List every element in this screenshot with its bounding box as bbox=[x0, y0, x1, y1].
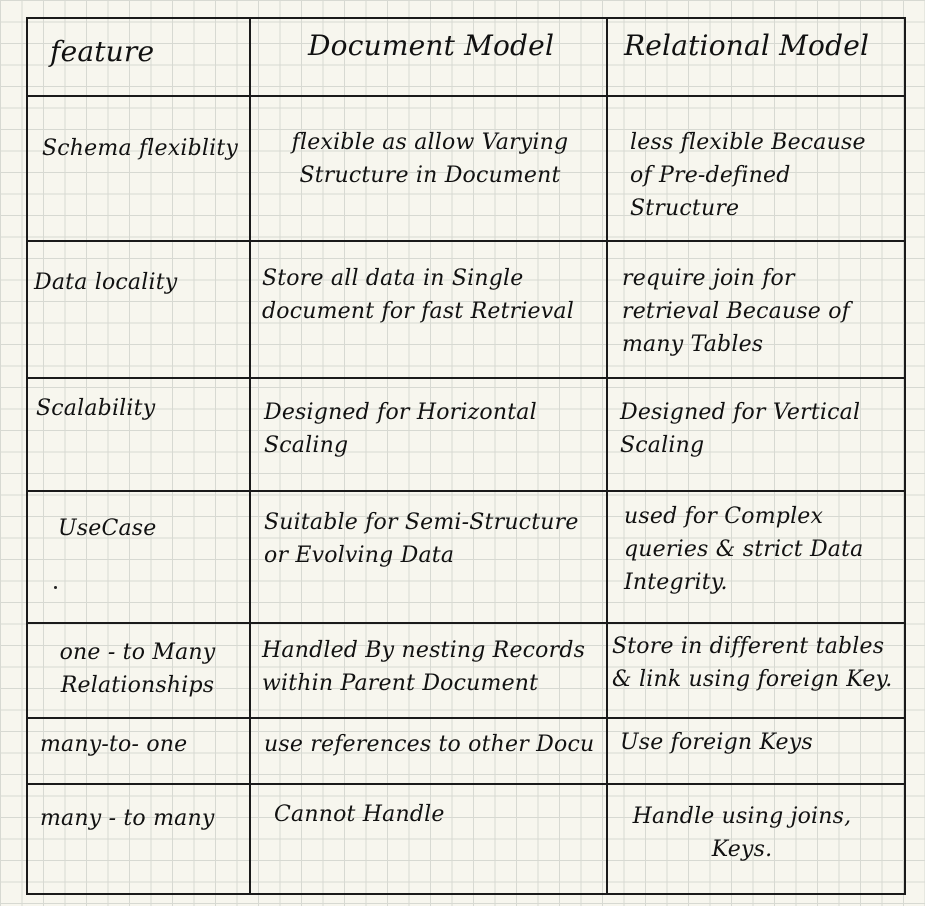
row-divider bbox=[26, 717, 906, 719]
row-many-to-many-relational: Handle using joins, Keys. bbox=[632, 804, 852, 862]
row-usecase-feature: UseCase bbox=[58, 516, 157, 541]
row-scalability-relational: Designed for Vertical Scaling bbox=[620, 400, 861, 458]
row-scalability-document: Designed for Horizontal Scaling bbox=[264, 400, 537, 458]
row-usecase-relational: used for Complex queries & strict Data Integrity. bbox=[624, 504, 864, 595]
row-data-locality-relational: require join for retrieval Because of many Tables bbox=[622, 266, 851, 357]
header-feature: feature bbox=[50, 35, 155, 68]
row-scalability-feature: Scalability bbox=[36, 396, 156, 421]
row-divider bbox=[26, 240, 906, 242]
row-divider bbox=[26, 377, 906, 379]
row-many-to-many-feature: many - to many bbox=[40, 806, 215, 831]
row-one-to-many-feature: one - to Many Relationships bbox=[59, 640, 216, 698]
row-data-locality-document: Store all data in Single document for fast Retrieval bbox=[262, 266, 574, 324]
row-schema-flexibility-relational: less flexible Because of Pre-defined Structure bbox=[630, 130, 866, 221]
row-divider bbox=[26, 783, 906, 785]
header-relational-model: Relational Model bbox=[624, 29, 870, 62]
row-schema-flexibility-feature: Schema flexiblity bbox=[42, 136, 239, 161]
row-one-to-many-relational: Store in different tables & link using foreign Key. bbox=[612, 634, 893, 692]
row-divider bbox=[26, 95, 906, 97]
row-one-to-many-document: Handled By nesting Records within Parent Document bbox=[262, 638, 586, 696]
header-document-model: Document Model bbox=[308, 29, 555, 62]
row-divider bbox=[26, 622, 906, 624]
row-many-to-one-document: use references to other Docu bbox=[264, 732, 595, 757]
row-many-to-one-relational: Use foreign Keys bbox=[620, 730, 813, 755]
row-data-locality-feature: Data locality bbox=[34, 270, 178, 295]
row-many-to-many-document: Cannot Handle bbox=[274, 802, 445, 827]
row-schema-flexibility-document: flexible as allow Varying Structure in Document bbox=[291, 130, 569, 188]
row-usecase-document: Suitable for Semi-Structure or Evolving Data bbox=[264, 510, 579, 568]
column-divider-2 bbox=[606, 17, 608, 895]
column-divider-1 bbox=[249, 17, 251, 895]
stray-dot bbox=[54, 586, 57, 589]
row-divider bbox=[26, 490, 906, 492]
row-many-to-one-feature: many-to- one bbox=[40, 732, 188, 757]
